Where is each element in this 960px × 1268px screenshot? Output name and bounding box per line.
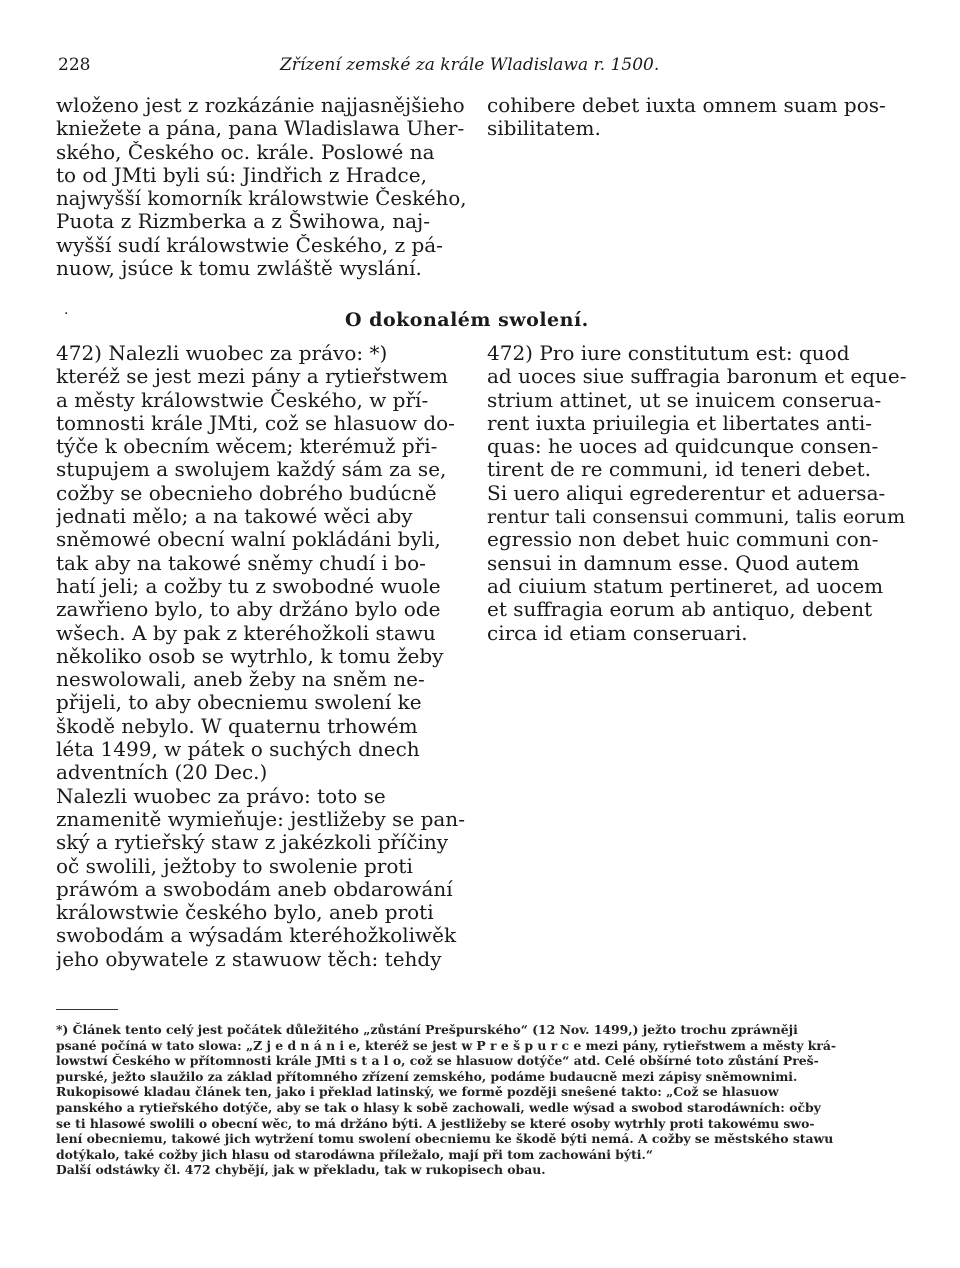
text-line: tomnosti krále JMti, což se hlasuow do- [56,411,455,435]
text-line: hatí jeli; a cožby tu z swobodné wuole [56,574,441,598]
text-line: zawřieno bylo, to aby držáno bylo ode [56,598,441,622]
text-line: to od JMti byli sú: Jindřich z Hradce, [56,163,427,187]
text-line: týče k obecním wěcem; kterémuž při- [56,435,438,459]
text-line: adventních (20 Dec.) [56,761,268,785]
text-line: swobodám a wýsadám kteréhožkoliwěk [56,924,457,948]
text-line: najwyšší komorník králowstwie Českého, [56,187,467,211]
text-line: strium attinet, ut se inuicem conserua- [487,388,882,412]
text-line: několiko osob se wytrhlo, k tomu žeby [56,644,444,668]
footnotes [56,1022,904,1178]
text-line: cožby se obecnieho dobrého budúcně [56,481,437,505]
text-line: jeho obywatele z stawuow těch: tehdy [56,947,442,971]
page-number: 228 [58,55,91,75]
text-line: Nalezli wuobec za právo: toto se [56,784,386,808]
text-line: rent iuxta priuilegia et libertates anti- [487,411,872,435]
text-line: sensui in damnum esse. Quod autem [487,551,860,575]
text-line: 472) Pro iure constitutum est: quod [487,342,850,365]
text-line: sibilitatem. [487,117,601,141]
text-line: a městy králowstwie Českého, w pří- [56,388,429,412]
text-line: et suffragia eorum ab antiquo, debent [487,598,873,622]
text-line: wyšší sudí králowstwie Českého, z pá- [56,233,443,257]
latin-text-intro [487,94,909,141]
footnote-line: se ti hlasowé swolili o obecní wěc, to má držáno býti. A jestližeby se které osoby wytrhly proti takowému swo- [56,1115,815,1131]
printer-mark: · [64,306,69,322]
latin-text-article-472 [487,342,909,645]
text-line: léta 1499, w pátek o suchých dnech [56,738,420,762]
text-line: oč swolili, ježtoby to swolenie proti [56,854,413,878]
czech-text-article-472 [56,342,468,971]
text-line: jednati mělo; a na takowé wěci aby [56,505,413,529]
text-line: kniežete a pána, pana Wladislawa Uher- [56,117,465,141]
text-line: Si uero aliqui egrederentur et aduersa- [487,481,886,505]
text-line: ad ciuium statum pertineret, ad uocem [487,574,884,598]
text-line: wšech. A by pak z kteréhožkoli stawu [56,621,436,645]
running-title: Zřízení zemské za krále Wladislawa r. 1500. [280,55,660,75]
text-line: cohibere debet iuxta omnem suam pos- [487,94,886,117]
text-line: circa id etiam conseruari. [487,621,748,645]
text-line: wloženo jest z rozkázánie najjasnějšieho [56,94,465,117]
text-line: škodě nebylo. W quaternu trhowém [56,714,418,738]
text-line: rentur tali consensui communi, talis eorum [487,505,906,529]
text-line: králowstwie českého bylo, aneb proti [56,901,434,925]
text-line: znamenitě wymieňuje: jestližeby se pan- [56,807,465,831]
text-line: přijeli, to aby obecniemu swolení ke [56,691,422,715]
text-line: stupujem a swolujem každý sám za se, [56,458,447,482]
text-line: egressio non debet huic communi con- [487,528,879,552]
text-line: nuow, jsúce k tomu zwláště wyslání. [56,257,422,281]
text-line: práwóm a swobodám aneb obdarowání [56,877,453,901]
footnote-divider [56,1009,118,1010]
text-line: ad uoces siue suffragia baronum et eque- [487,365,907,389]
text-line: Puota z Rizmberka a z Šwihowa, naj- [56,210,430,234]
text-line: tak aby na takowé sněmy chudí i bo- [56,551,426,575]
footnote-line: dotýkalo, také cožby jich hlasu od starodáwna příležalo, mají při tom zachowáni býti.“ [56,1146,653,1162]
footnote-line: Další odstáwky čl. 472 chybějí, jak w překladu, tak w rukopisech obau. [56,1162,546,1178]
czech-text-intro [56,94,468,280]
footnote-line: lení obecniemu, takowé jich wytržení tomu swolení obecniemu ke škodě býti nemá. A cožby se městského stawu [56,1131,834,1147]
text-line: tirent de re communi, id teneri debet. [487,458,872,482]
footnote-line: *) Článek tento celý jest počátek důležitého „zůstání Prešpurského“ (12 Nov. 1499,) ježto trochu zpráwněji [56,1022,798,1037]
text-line: kteréž se jest mezi pány a rytieřstwem [56,365,448,389]
footnote-line: psané počíná w tato slowa: „Z j e d n á n i e, kteréž se jest w P r e š p u r c e mezi pány, rytieřstwem a městy krá- [56,1037,837,1053]
footnote-line: panského a rytieřského dotýče, aby se tak o hlasy k sobě zachowali, wedle wýsad a swobod starodáwních: očby [56,1099,821,1115]
footnote-line: purské, ježto slaužilo za základ přítomného zřízení zemského, podáme budaucně mezi zápisy sněmownimi. [56,1068,798,1084]
text-line: sněmowé obecní walní pokládáni byli, [56,528,441,552]
text-line: quas: he uoces ad quidcunque consen- [487,435,879,459]
text-line: ského, Českého oc. krále. Poslowé na [56,140,435,164]
text-line: 472) Nalezli wuobec za právo: *) [56,342,388,365]
text-line: neswolowali, aneb žeby na sněm ne- [56,668,425,692]
text-line: ský a rytieřský staw z jakézkoli příčiny [56,831,449,855]
section-heading: O dokonalém swolení. [345,309,589,331]
footnote-line: Rukopisowé kladau článek ten, jako i překlad latinský, we formě později sneŝené takto: „Což se hlasuow [56,1084,779,1100]
footnote-line: lowstwí Českého w přítomnosti krále JMti s t a l o, což se hlasuow dotýče“ atd. Celé obšírné toto zůstání Preš- [56,1053,819,1069]
